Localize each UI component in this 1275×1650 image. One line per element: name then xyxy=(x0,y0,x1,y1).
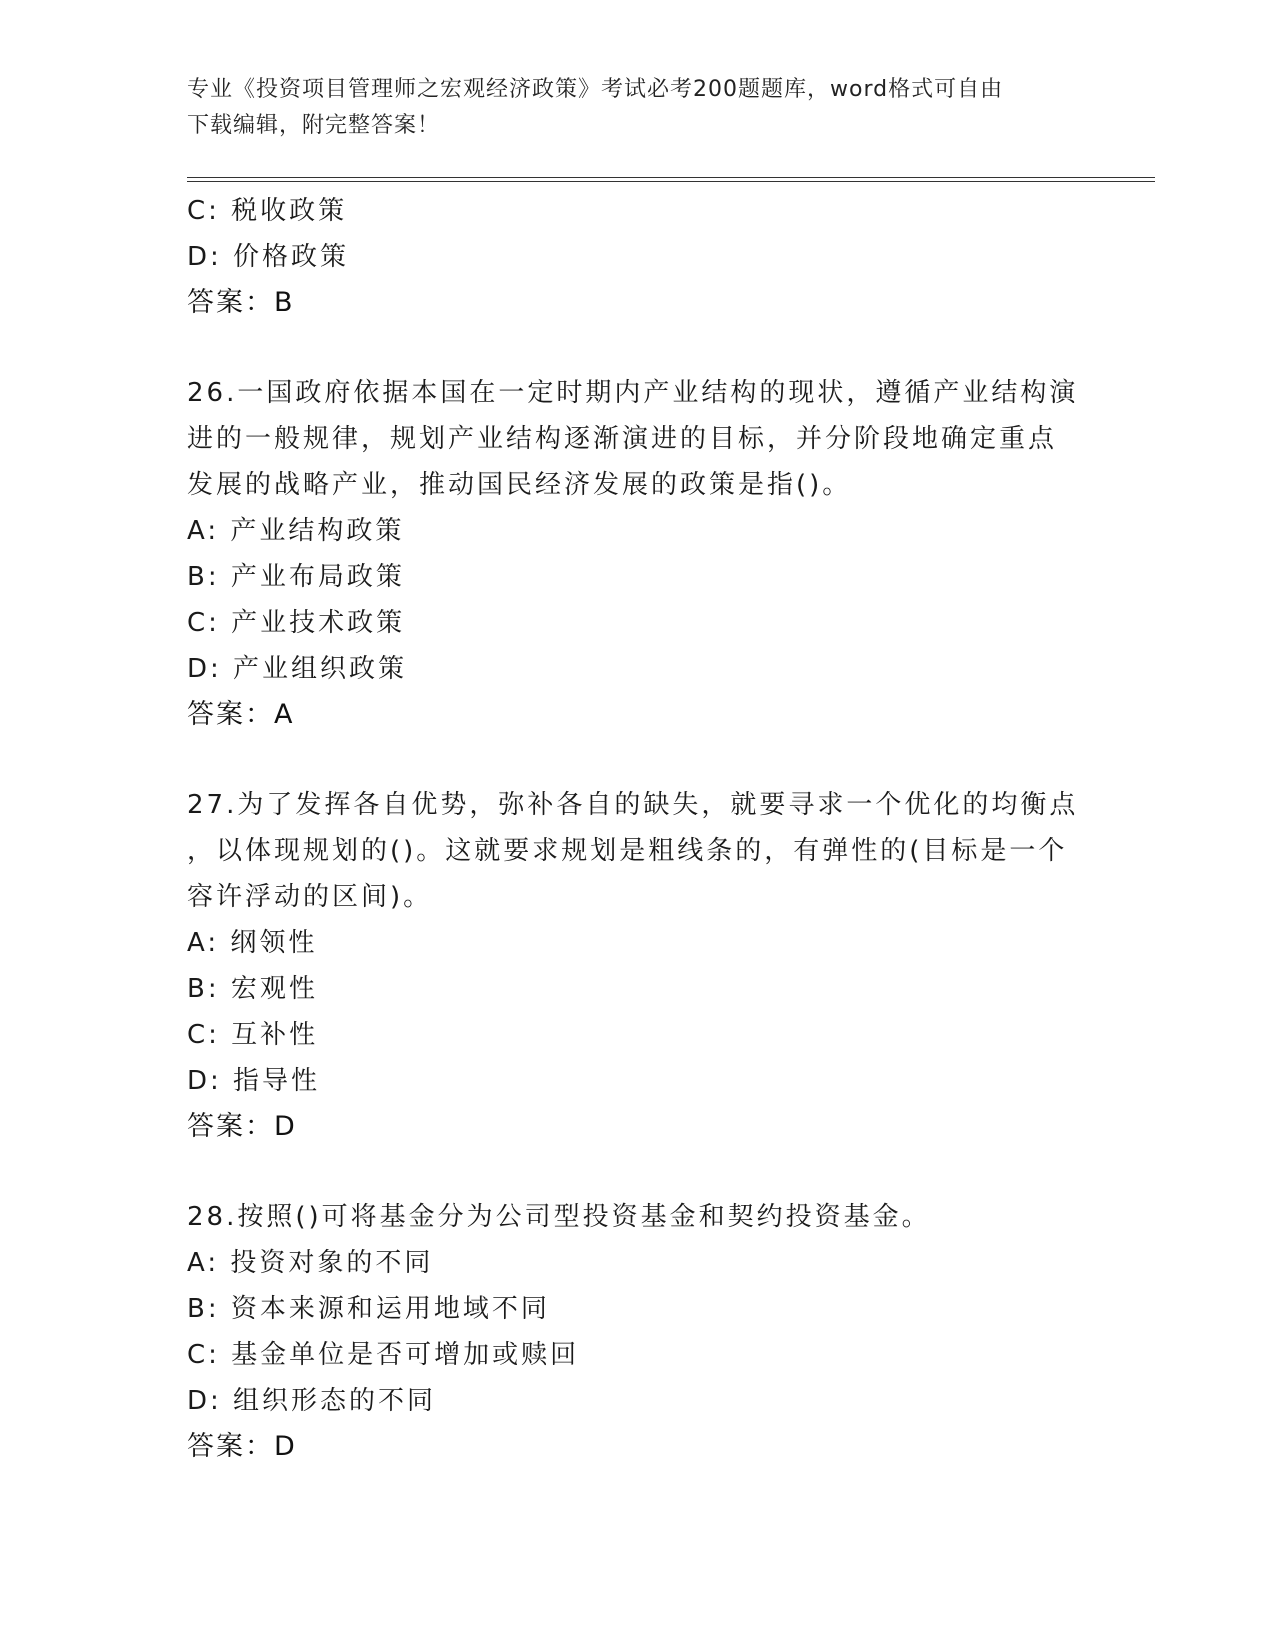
stem-line: ，以体现规划的()。这就要求规划是粗线条的，有弹性的(目标是一个 xyxy=(187,836,1068,866)
stem-line: 容许浮动的区间)。 xyxy=(187,882,433,912)
stem-line: 28.按照()可将基金分为公司型投资基金和契约投资基金。 xyxy=(187,1202,931,1232)
question-stem xyxy=(187,370,1087,508)
option-c: C: 基金单位是否可增加或赎回 xyxy=(187,1340,580,1370)
option-a: A: 产业结构政策 xyxy=(187,516,405,546)
option-d: D: 产业组织政策 xyxy=(187,654,408,684)
page-header xyxy=(187,72,1087,144)
question-26 xyxy=(187,370,1087,738)
option-b: B: 产业布局政策 xyxy=(187,562,405,592)
answer-line: 答案：A xyxy=(187,699,295,730)
answer-line: 答案：D xyxy=(187,1431,297,1462)
header-line-1: 专业《投资项目管理师之宏观经济政策》考试必考200题题库，word格式可自由 xyxy=(187,77,1004,102)
header-line-2: 下载编辑，附完整答案！ xyxy=(187,113,441,138)
question-content xyxy=(187,188,1087,1470)
question-28 xyxy=(187,1194,1087,1470)
question-27 xyxy=(187,782,1087,1150)
question-stem xyxy=(187,1194,1087,1240)
stem-line: 26.一国政府依据本国在一定时期内产业结构的现状，遵循产业结构演 xyxy=(187,378,1079,408)
option-c: C: 税收政策 xyxy=(187,196,348,226)
answer-line: 答案：B xyxy=(187,287,295,318)
option-d: D: 价格政策 xyxy=(187,242,350,272)
stem-line: 27.为了发挥各自优势，弥补各自的缺失，就要寻求一个优化的均衡点 xyxy=(187,790,1079,820)
header-divider xyxy=(187,177,1155,182)
option-d: D: 组织形态的不同 xyxy=(187,1386,437,1416)
stem-line: 进的一般规律，规划产业结构逐渐演进的目标，并分阶段地确定重点 xyxy=(187,424,1058,454)
option-a: A: 纲领性 xyxy=(187,928,318,958)
option-b: B: 宏观性 xyxy=(187,974,318,1004)
option-a: A: 投资对象的不同 xyxy=(187,1248,434,1278)
answer-line: 答案：D xyxy=(187,1111,297,1142)
prev-question-block xyxy=(187,188,1087,326)
question-stem xyxy=(187,782,1087,920)
stem-line: 发展的战略产业，推动国民经济发展的政策是指()。 xyxy=(187,470,852,500)
option-c: C: 产业技术政策 xyxy=(187,608,406,638)
option-d: D: 指导性 xyxy=(187,1066,321,1096)
option-c: C: 互补性 xyxy=(187,1020,319,1050)
option-b: B: 资本来源和运用地域不同 xyxy=(187,1294,550,1324)
